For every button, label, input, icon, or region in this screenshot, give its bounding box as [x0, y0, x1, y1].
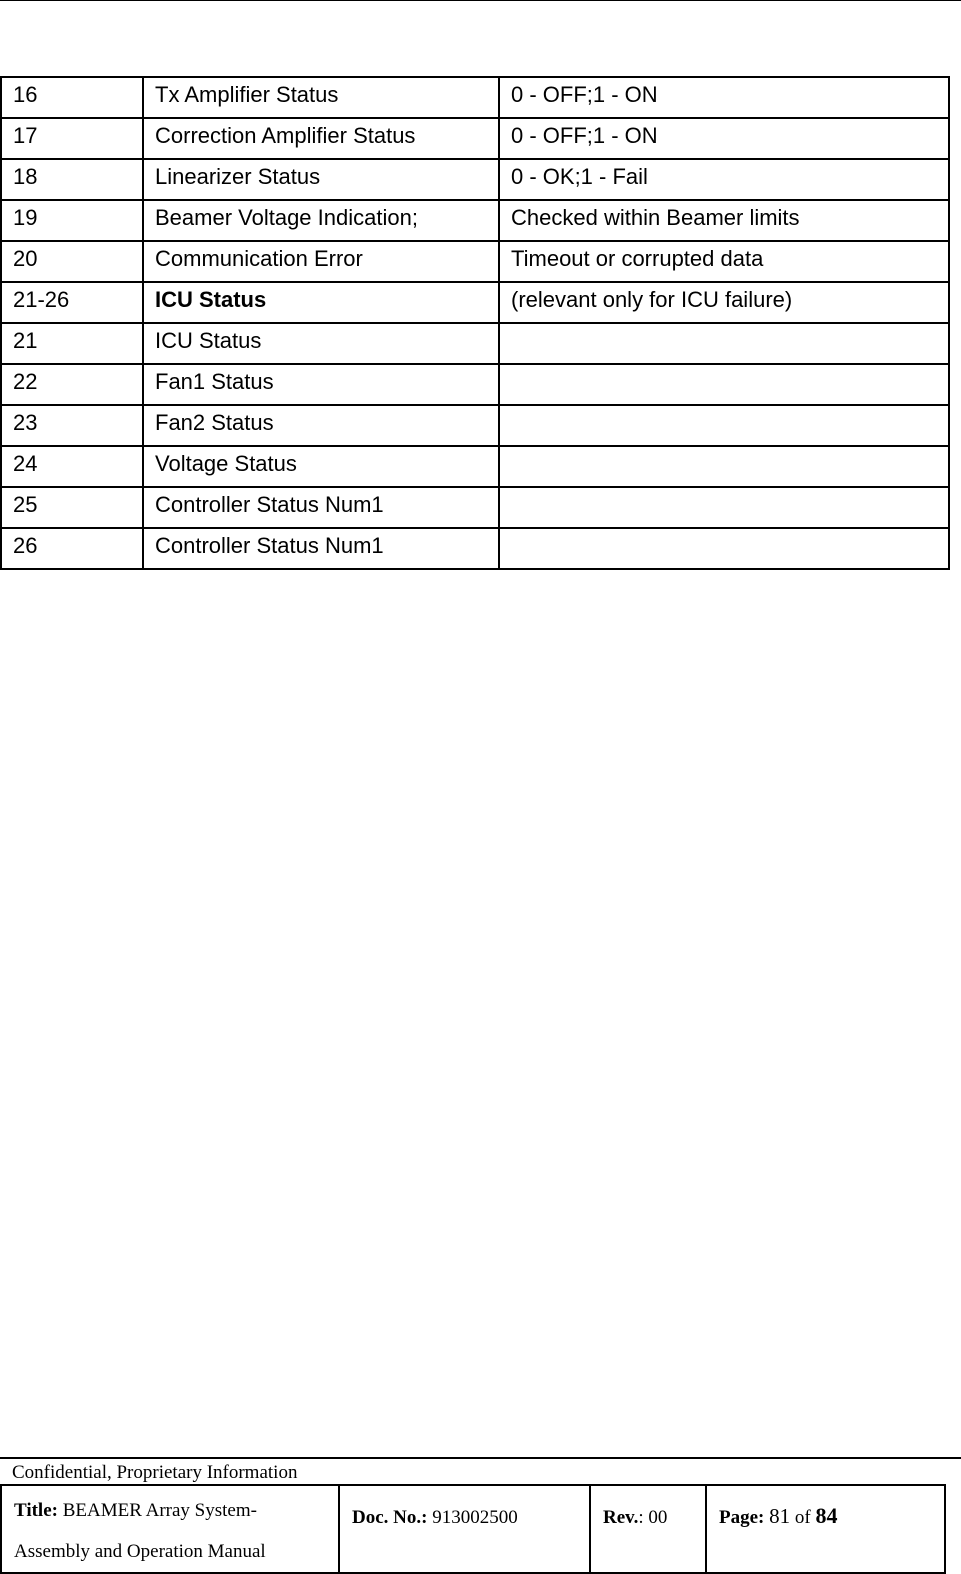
- footer-doc-cell: [339, 1485, 590, 1573]
- row-number-cell: 23: [1, 405, 143, 446]
- parameter-name-cell: Fan1 Status: [143, 364, 499, 405]
- row-number-cell: 24: [1, 446, 143, 487]
- doc-number: [352, 1504, 518, 1532]
- row-number-cell: 16: [1, 77, 143, 118]
- parameter-value-cell: [499, 323, 949, 364]
- parameter-value-cell: Timeout or corrupted data: [499, 241, 949, 282]
- confidential-notice: Confidential, Proprietary Information: [12, 1462, 298, 1483]
- rev-label: Rev.: [603, 1507, 639, 1528]
- parameter-name-cell: Linearizer Status: [143, 159, 499, 200]
- page-current: 81: [769, 1504, 791, 1528]
- table-row: [1, 200, 949, 241]
- footer-page-cell: [706, 1485, 945, 1573]
- table-row: [1, 446, 949, 487]
- parameter-value-cell: 0 - OFF;1 - ON: [499, 118, 949, 159]
- table-row: [1, 364, 949, 405]
- table-row-group-header: [1, 282, 949, 323]
- table-row: [1, 159, 949, 200]
- parameter-name-cell: Fan2 Status: [143, 405, 499, 446]
- parameter-value-cell: [499, 487, 949, 528]
- parameter-value-cell: [499, 446, 949, 487]
- title-value: BEAMER Array System-: [62, 1500, 257, 1521]
- footer-rule: [0, 1457, 961, 1459]
- top-rule: [0, 0, 961, 1]
- parameter-name-cell: Communication Error: [143, 241, 499, 282]
- parameter-value-cell: [499, 528, 949, 569]
- table-row: [1, 118, 949, 159]
- page-label: Page:: [719, 1507, 765, 1528]
- parameter-name-cell: ICU Status: [143, 323, 499, 364]
- table-row: [1, 487, 949, 528]
- page-indicator: [719, 1502, 837, 1532]
- row-number-cell: 22: [1, 364, 143, 405]
- parameter-value-cell: [499, 364, 949, 405]
- parameter-name-cell: Correction Amplifier Status: [143, 118, 499, 159]
- parameter-name-cell: Tx Amplifier Status: [143, 77, 499, 118]
- parameter-name-cell: Beamer Voltage Indication;: [143, 200, 499, 241]
- parameter-value-cell: 0 - OFF;1 - ON: [499, 77, 949, 118]
- footer-title-cell: [1, 1485, 339, 1573]
- row-number-cell: 26: [1, 528, 143, 569]
- parameter-value-cell: Checked within Beamer limits: [499, 200, 949, 241]
- table-row: [1, 405, 949, 446]
- row-number-cell: 19: [1, 200, 143, 241]
- parameter-name-cell: Controller Status Num1: [143, 528, 499, 569]
- row-number-cell: 18: [1, 159, 143, 200]
- table-row: [1, 528, 949, 569]
- row-number-cell: 20: [1, 241, 143, 282]
- page-total: 84: [815, 1503, 838, 1528]
- title-line-1: [14, 1490, 326, 1531]
- table-row: [1, 241, 949, 282]
- parameter-name-cell: ICU Status: [143, 282, 499, 323]
- parameter-name-cell: Controller Status Num1: [143, 487, 499, 528]
- footer-rev-cell: [590, 1485, 706, 1573]
- parameter-value-cell: [499, 405, 949, 446]
- rev-value: : 00: [638, 1507, 668, 1528]
- table-row: [1, 77, 949, 118]
- row-number-cell: 25: [1, 487, 143, 528]
- row-number-cell: 21-26: [1, 282, 143, 323]
- title-line-2: Assembly and Operation Manual: [14, 1541, 266, 1562]
- title-label: Title:: [14, 1500, 58, 1521]
- revision: [603, 1504, 667, 1532]
- footer-table: [0, 1484, 946, 1574]
- footer-row: [1, 1485, 945, 1573]
- row-number-cell: 17: [1, 118, 143, 159]
- status-table: [0, 76, 950, 570]
- table-row: [1, 323, 949, 364]
- parameter-value-cell: (relevant only for ICU failure): [499, 282, 949, 323]
- row-number-cell: 21: [1, 323, 143, 364]
- status-table-body: [1, 77, 949, 569]
- doc-value: 913002500: [432, 1507, 518, 1528]
- parameter-value-cell: 0 - OK;1 - Fail: [499, 159, 949, 200]
- parameter-name-cell: Voltage Status: [143, 446, 499, 487]
- doc-label: Doc. No.:: [352, 1507, 428, 1528]
- page-of: of: [794, 1507, 811, 1528]
